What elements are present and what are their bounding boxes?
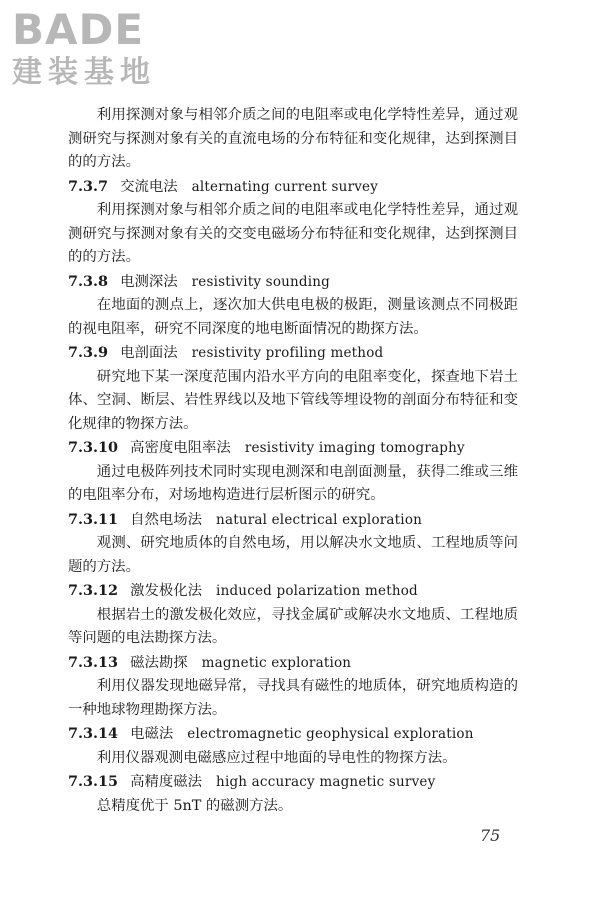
entry-term-en: magnetic exploration xyxy=(201,654,352,671)
entry-term-en: resistivity profiling method xyxy=(191,345,384,361)
entry-number: 7.3.14 xyxy=(68,725,119,742)
entry-term-en: electromagnetic geophysical exploration xyxy=(187,726,474,742)
entry-number: 7.3.11 xyxy=(68,510,119,528)
entry-7-3-14 xyxy=(68,722,518,770)
entry-term-en: natural electrical exploration xyxy=(216,511,423,528)
entry-term-zh: 磁法勘探 xyxy=(130,654,188,671)
entry-heading xyxy=(68,175,518,200)
entry-number: 7.3.7 xyxy=(68,177,109,195)
logo-subtitle: 建装基地 xyxy=(12,55,156,90)
entry-term-en: resistivity sounding xyxy=(191,273,331,290)
entry-term-en: resistivity imaging tomography xyxy=(244,440,465,456)
entry-number: 7.3.10 xyxy=(68,439,119,456)
logo-wordmark: BADE xyxy=(12,5,145,54)
entry-heading xyxy=(68,579,518,604)
entry-heading xyxy=(68,341,518,366)
entry-definition: 观测、研究地质体的自然电场，用以解决水文地质、工程地质等问题的方法。 xyxy=(68,535,518,575)
entry-7-3-7 xyxy=(68,175,518,270)
entry-term-zh: 自然电场法 xyxy=(130,511,203,528)
entry-number: 7.3.15 xyxy=(68,773,119,790)
intro-paragraph: 利用探测对象与相邻介质之间的电阻率或电化学特性差异，通过观测研究与探测对象有关的直流电场的分布特征和变化规律，达到探测目的的方法。 xyxy=(68,107,518,170)
entry-number: 7.3.9 xyxy=(68,344,109,361)
entry-7-3-15 xyxy=(68,770,518,818)
entry-definition: 利用仪器发现地磁异常，寻找具有磁性的地质体，研究地质构造的一种地球物理勘探方法。 xyxy=(68,678,518,718)
entry-heading xyxy=(68,436,518,461)
page-content xyxy=(68,104,518,818)
entry-7-3-11 xyxy=(68,508,518,580)
entry-term-zh: 激发极化法 xyxy=(130,583,203,599)
entry-definition: 通过电极阵列技术同时实现电测深和电剖面测量，获得二维或三维的电阻率分布，对场地构造进行层析图示的研究。 xyxy=(68,463,518,503)
entry-number: 7.3.13 xyxy=(68,653,119,671)
entry-7-3-13 xyxy=(68,651,518,723)
entry-term-en: induced polarization method xyxy=(216,583,418,599)
entry-definition: 利用仪器观测电磁感应过程中地面的导电性的物探方法。 xyxy=(96,749,457,766)
entry-definition: 根据岩土的激发极化效应，寻找金属矿或解决水文地质、工程地质等问题的电法勘探方法。 xyxy=(68,606,518,646)
entry-term-zh: 高精度磁法 xyxy=(130,774,203,790)
entry-term-en: high accuracy magnetic survey xyxy=(216,774,436,790)
entry-number: 7.3.8 xyxy=(68,272,109,290)
entry-term-zh: 电测深法 xyxy=(120,273,178,290)
entry-7-3-10 xyxy=(68,436,518,508)
entry-number: 7.3.12 xyxy=(68,582,119,599)
entry-heading xyxy=(68,270,518,295)
entry-definition: 利用探测对象与相邻介质之间的电阻率或电化学特性差异，通过观测研究与探测对象有关的交变电磁场分布特征和变化规律，达到探测目的的方法。 xyxy=(68,202,518,265)
entry-7-3-8 xyxy=(68,270,518,342)
bade-logo xyxy=(12,6,182,94)
entry-term-zh: 高密度电阻率法 xyxy=(130,440,231,456)
entry-definition: 总精度优于 5nT 的磁测方法。 xyxy=(96,797,293,814)
entry-heading xyxy=(68,770,518,795)
page-number: 75 xyxy=(480,826,501,845)
entry-heading xyxy=(68,722,518,747)
entry-definition: 研究地下某一深度范围内沿水平方向的电阻率变化，探查地下岩土体、空洞、断层、岩性界线以及地下管线等埋设物的剖面分布特征和变化规律的物探方法。 xyxy=(68,368,518,432)
entry-7-3-12 xyxy=(68,579,518,651)
entry-term-zh: 电磁法 xyxy=(130,726,174,742)
entry-term-zh: 交流电法 xyxy=(120,178,178,195)
entry-definition: 在地面的测点上，逐次加大供电电极的极距，测量该测点不同极距的视电阻率，研究不同深度的地电断面情况的勘探方法。 xyxy=(68,297,518,337)
entry-term-zh: 电剖面法 xyxy=(120,345,178,361)
entry-heading xyxy=(68,651,518,676)
entry-7-3-9 xyxy=(68,341,518,436)
entry-term-en: alternating current survey xyxy=(191,178,379,195)
entry-heading xyxy=(68,508,518,533)
